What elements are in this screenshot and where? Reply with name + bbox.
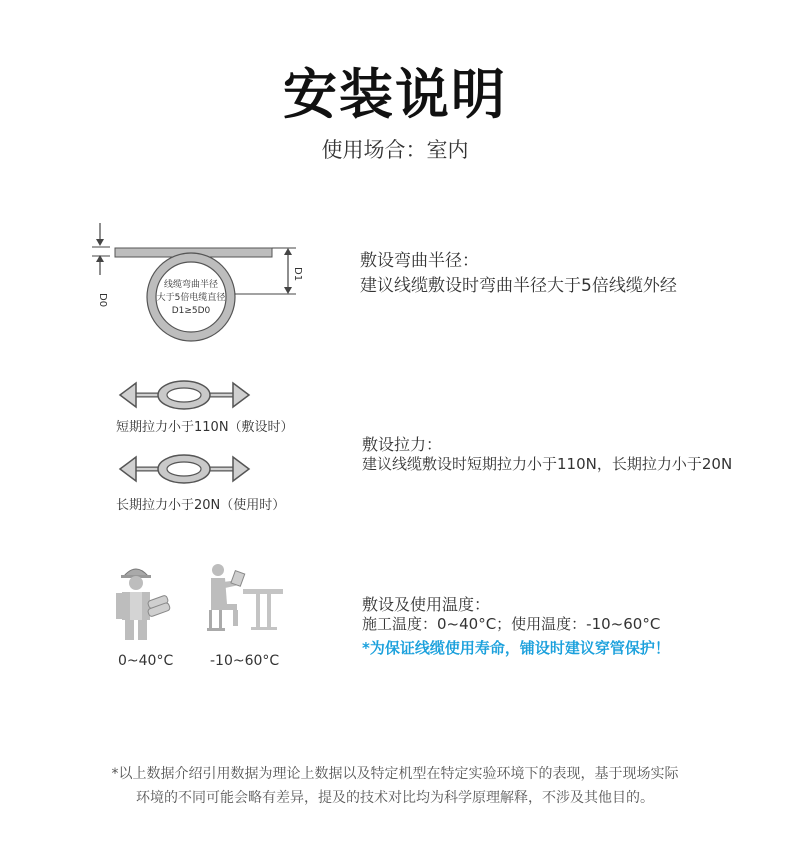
short-tension-diagram bbox=[118, 375, 253, 417]
worker-temperature-caption: 0~40°C bbox=[118, 653, 174, 669]
circle-text-line1: 线缆弯曲半径 bbox=[163, 280, 219, 290]
temperature-body: 施工温度：0~40°C；使用温度：-10~60°C bbox=[362, 615, 661, 633]
temperature-note: *为保证线缆使用寿命，铺设时建议穿管保护！ bbox=[362, 639, 670, 657]
d1-arrowhead-top bbox=[284, 248, 292, 255]
long-tension-right-arrow bbox=[233, 457, 249, 481]
short-tension-caption: 短期拉力小于110N（敷设时） bbox=[116, 420, 294, 435]
temperature-heading: 敷设及使用温度： bbox=[362, 595, 491, 614]
footer-disclaimer bbox=[0, 762, 790, 810]
tension-heading: 敷设拉力： bbox=[362, 435, 443, 454]
long-tension-caption: 长期拉力小于20N（使用时） bbox=[116, 498, 286, 513]
page-title: 安装说明 bbox=[283, 63, 507, 126]
long-tension-diagram bbox=[118, 449, 253, 491]
circle-text-line3: D1≥5D0 bbox=[171, 306, 211, 316]
bend-radius-diagram bbox=[88, 215, 313, 350]
user-temperature-caption: -10~60°C bbox=[210, 653, 280, 669]
long-tension-left-arrow bbox=[120, 457, 136, 481]
d0-label: D0 bbox=[97, 293, 108, 308]
bend-body: 建议线缆敷设时弯曲半径大于5倍线缆外经 bbox=[360, 276, 677, 296]
d1-arrowhead-bottom bbox=[284, 287, 292, 294]
short-tension-left-arrow bbox=[120, 383, 136, 407]
circle-text-line2: 大于5倍电缆直径 bbox=[156, 293, 226, 303]
office-user-icon bbox=[205, 560, 290, 635]
d1-label: D1 bbox=[292, 267, 303, 282]
tension-body: 建议线缆敷设时短期拉力小于110N，长期拉力小于20N bbox=[362, 455, 733, 473]
footer-line-1: *以上数据介绍引用数据为理论上数据以及特定机型在特定实验环境下的表现，基于现场实际 bbox=[111, 766, 679, 782]
d0-arrowhead-top bbox=[96, 239, 104, 246]
bend-heading: 敷设弯曲半径： bbox=[360, 251, 479, 271]
page-subtitle: 使用场合：室内 bbox=[321, 138, 469, 162]
short-tension-right-arrow bbox=[233, 383, 249, 407]
worker-icon bbox=[112, 560, 177, 642]
footer-line-2: 环境的不同可能会略有差异，提及的技术对比均为科学原理解释，不涉及其他目的。 bbox=[136, 790, 654, 806]
